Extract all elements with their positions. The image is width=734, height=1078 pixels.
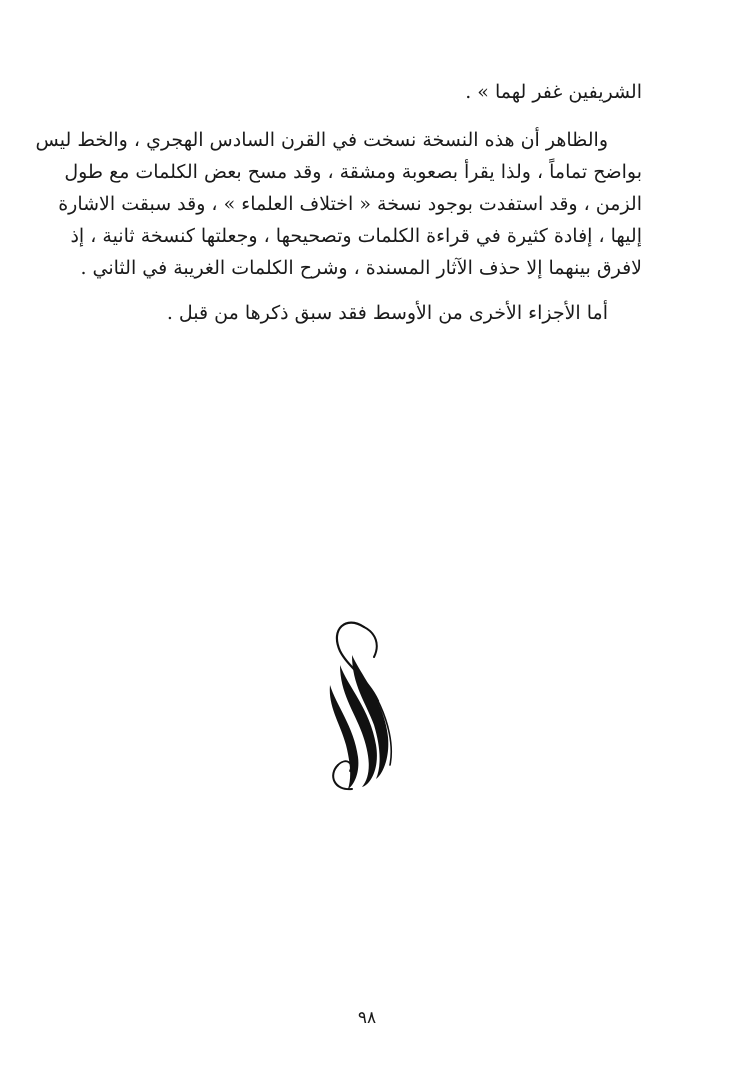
text-line: الزمن ، وقد استفدت بوجود نسخة « اختلاف العلماء » ، وقد سبقت الاشارة (58, 193, 642, 215)
paragraph-2 (100, 297, 642, 329)
text-line: بواضح تماماً ، ولذا يقرأ بصعوبة ومشقة ، وقد مسح بعض الكلمات مع طول (64, 161, 642, 183)
paragraph-1 (35, 124, 642, 284)
page-number: ٩٨ (357, 1008, 377, 1028)
text-line: لافرق بينهما إلا حذف الآثار المسندة ، وشرح الكلمات الغريبة في الثاني . (80, 257, 642, 279)
opening-line (100, 76, 642, 108)
text-line: أما الأجزاء الأخرى من الأوسط فقد سبق ذكرها من قبل . (166, 302, 608, 324)
text-line: والظاهر أن هذه النسخة نسخت في القرن السادس الهجري ، والخط ليس (35, 129, 608, 151)
text-line: إليها ، إفادة كثيرة في قراءة الكلمات وتصحيحها ، وجعلتها كنسخة ثانية ، إذ (70, 225, 642, 247)
calligraphic-flourish-icon (318, 605, 408, 795)
text-line: الشريفين غفر لهما » . (465, 81, 642, 103)
